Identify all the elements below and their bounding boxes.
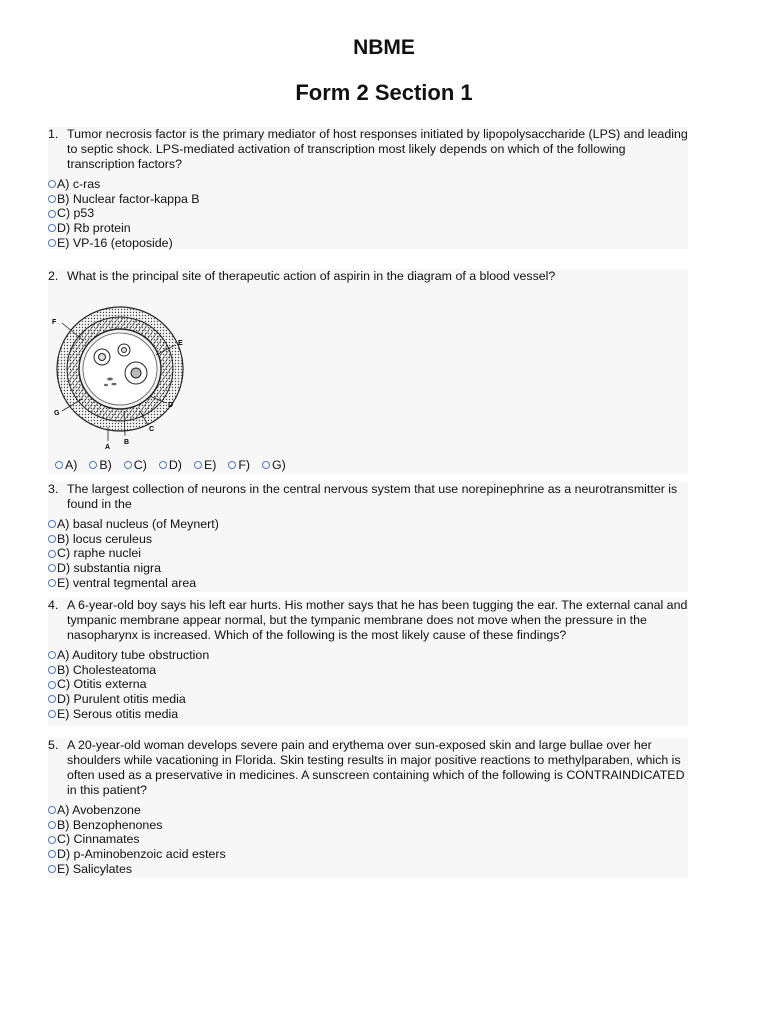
- option-label: F): [238, 458, 251, 472]
- diagram-label-e: E: [178, 340, 183, 347]
- option-label: B) Cholesteatoma: [57, 662, 157, 677]
- radio-icon[interactable]: [124, 461, 132, 469]
- options-list: [55, 458, 286, 472]
- radio-icon[interactable]: [55, 461, 63, 469]
- platelet: [107, 378, 113, 381]
- option-e[interactable]: [48, 862, 688, 877]
- option-a[interactable]: [48, 648, 688, 663]
- diagram-label-b: B: [124, 439, 130, 446]
- diagram-label-a: A: [105, 444, 111, 451]
- option-label: D) Purulent otitis media: [57, 692, 186, 707]
- option-a[interactable]: [55, 458, 77, 472]
- question-4: [48, 598, 688, 726]
- option-a[interactable]: [48, 803, 688, 818]
- option-label: C) raphe nuclei: [57, 546, 142, 561]
- diagram-label-c: C: [149, 426, 155, 433]
- option-e[interactable]: [48, 236, 688, 251]
- option-label: E) Serous otitis media: [57, 706, 179, 721]
- option-d[interactable]: [48, 221, 688, 236]
- radio-icon[interactable]: [194, 461, 202, 469]
- option-b[interactable]: [48, 818, 688, 833]
- option-label: D) p-Aminobenzoic acid esters: [57, 847, 226, 862]
- option-b[interactable]: [48, 532, 688, 547]
- radio-icon[interactable]: [48, 579, 56, 587]
- radio-icon[interactable]: [48, 666, 56, 674]
- radio-icon[interactable]: [48, 651, 56, 659]
- cell-nucleus: [99, 354, 106, 361]
- option-label: E) ventral tegmental area: [57, 575, 197, 590]
- blood-vessel-diagram: [48, 299, 208, 454]
- document-title: NBME: [353, 36, 415, 59]
- radio-icon[interactable]: [89, 461, 97, 469]
- radio-icon[interactable]: [48, 695, 56, 703]
- section-title: Form 2 Section 1: [295, 80, 473, 105]
- option-label: A) basal nucleus (of Meynert): [57, 517, 219, 531]
- diagram-label-g: G: [54, 410, 60, 417]
- radio-icon[interactable]: [48, 550, 56, 558]
- option-c[interactable]: [48, 546, 688, 561]
- option-label: D) substantia nigra: [57, 561, 161, 576]
- radio-icon[interactable]: [48, 821, 56, 829]
- cell-nucleus: [131, 368, 141, 378]
- option-label: C) Cinnamates: [57, 832, 140, 847]
- radio-icon[interactable]: [262, 461, 270, 469]
- option-label: A): [65, 458, 78, 472]
- option-label: E) VP-16 (etoposide): [57, 235, 173, 250]
- question-1: [48, 127, 688, 249]
- option-label: E) Salicylates: [57, 861, 133, 876]
- options-list: [48, 648, 688, 722]
- platelet: [112, 383, 117, 386]
- option-label: A) c-ras: [57, 177, 101, 191]
- radio-icon[interactable]: [48, 564, 56, 572]
- option-label: G): [272, 458, 286, 472]
- option-label: C) p53: [57, 206, 95, 221]
- option-label: B): [99, 458, 112, 472]
- radio-icon[interactable]: [48, 180, 56, 188]
- option-c[interactable]: [48, 832, 688, 847]
- question-text: The largest collection of neurons in the central nervous system that use norepinephrine as a neurotransmitter is found in the: [67, 482, 678, 511]
- radio-icon[interactable]: [159, 461, 167, 469]
- option-d[interactable]: [48, 561, 688, 576]
- option-label: D): [168, 458, 182, 472]
- radio-icon[interactable]: [48, 836, 56, 844]
- platelet: [104, 384, 108, 386]
- option-d[interactable]: [48, 692, 688, 707]
- option-c[interactable]: [48, 677, 688, 692]
- options-list: [48, 177, 688, 251]
- option-label: A) Avobenzone: [57, 803, 141, 817]
- question-number: 1.: [48, 127, 59, 141]
- option-b[interactable]: [89, 458, 111, 472]
- radio-icon[interactable]: [48, 806, 56, 814]
- question-text: A 20-year-old woman develops severe pain and erythema over sun-exposed skin and large bullae over her shoulders while vacationing in Florida. Skin testing results in major positive reactions to methylparaben, which is often used as a preservative in medicines. A sunscreen containing which of the following is CONTRAINDICATED in this patient?: [67, 738, 685, 797]
- radio-icon[interactable]: [48, 195, 56, 203]
- option-c[interactable]: [124, 458, 147, 472]
- option-label: B) locus ceruleus: [57, 531, 153, 546]
- option-e[interactable]: [48, 576, 688, 591]
- question-text: Tumor necrosis factor is the primary mediator of host responses initiated by lipopolysaccharide (LPS) and leading to septic shock. LPS-mediated activation of transcription most likely depends on which of the following transcription factors?: [67, 127, 688, 171]
- option-c[interactable]: [48, 206, 688, 221]
- radio-icon[interactable]: [228, 461, 236, 469]
- radio-icon[interactable]: [48, 239, 56, 247]
- option-label: C): [133, 458, 147, 472]
- options-list: [48, 517, 688, 591]
- option-label: B) Nuclear factor-kappa B: [57, 191, 200, 206]
- option-label: D) Rb protein: [57, 221, 131, 236]
- question-5: [48, 738, 688, 878]
- cell-nucleus: [122, 348, 127, 353]
- option-a[interactable]: [48, 517, 688, 532]
- radio-icon[interactable]: [48, 224, 56, 232]
- option-label: A) Auditory tube obstruction: [57, 648, 210, 662]
- option-e[interactable]: [48, 707, 688, 722]
- question-2: [48, 269, 688, 474]
- option-e[interactable]: [194, 458, 216, 472]
- option-g[interactable]: [262, 458, 286, 472]
- option-d[interactable]: [159, 458, 182, 472]
- radio-icon[interactable]: [48, 681, 56, 689]
- question-text: What is the principal site of therapeutic action of aspirin in the diagram of a blood vessel?: [67, 269, 556, 283]
- option-label: B) Benzophenones: [57, 817, 163, 832]
- option-label: E): [203, 458, 217, 472]
- option-b[interactable]: [48, 192, 688, 207]
- option-a[interactable]: [48, 177, 688, 192]
- question-number: 4.: [48, 598, 59, 612]
- radio-icon[interactable]: [48, 865, 56, 873]
- question-number: 5.: [48, 738, 59, 752]
- question-number: 2.: [48, 269, 59, 283]
- diagram-label-d: D: [168, 402, 174, 409]
- radio-icon[interactable]: [48, 710, 56, 718]
- radio-icon[interactable]: [48, 210, 56, 218]
- option-b[interactable]: [48, 663, 688, 678]
- diagram-label-f: F: [52, 319, 57, 326]
- options-list: [48, 803, 688, 877]
- question-text: A 6-year-old boy says his left ear hurts. His mother says that he has been tugging the ear. The external canal and tympanic membrane appear normal, but the tympanic membrane does not move when the pressure in the nasopharynx is increased. Which of the following is the most likely cause of these findings?: [67, 598, 688, 642]
- radio-icon[interactable]: [48, 850, 56, 858]
- question-3: [48, 482, 688, 592]
- question-number: 3.: [48, 482, 59, 496]
- option-d[interactable]: [48, 847, 688, 862]
- option-f[interactable]: [228, 458, 250, 472]
- option-label: C) Otitis externa: [57, 677, 147, 692]
- radio-icon[interactable]: [48, 535, 56, 543]
- radio-icon[interactable]: [48, 520, 56, 528]
